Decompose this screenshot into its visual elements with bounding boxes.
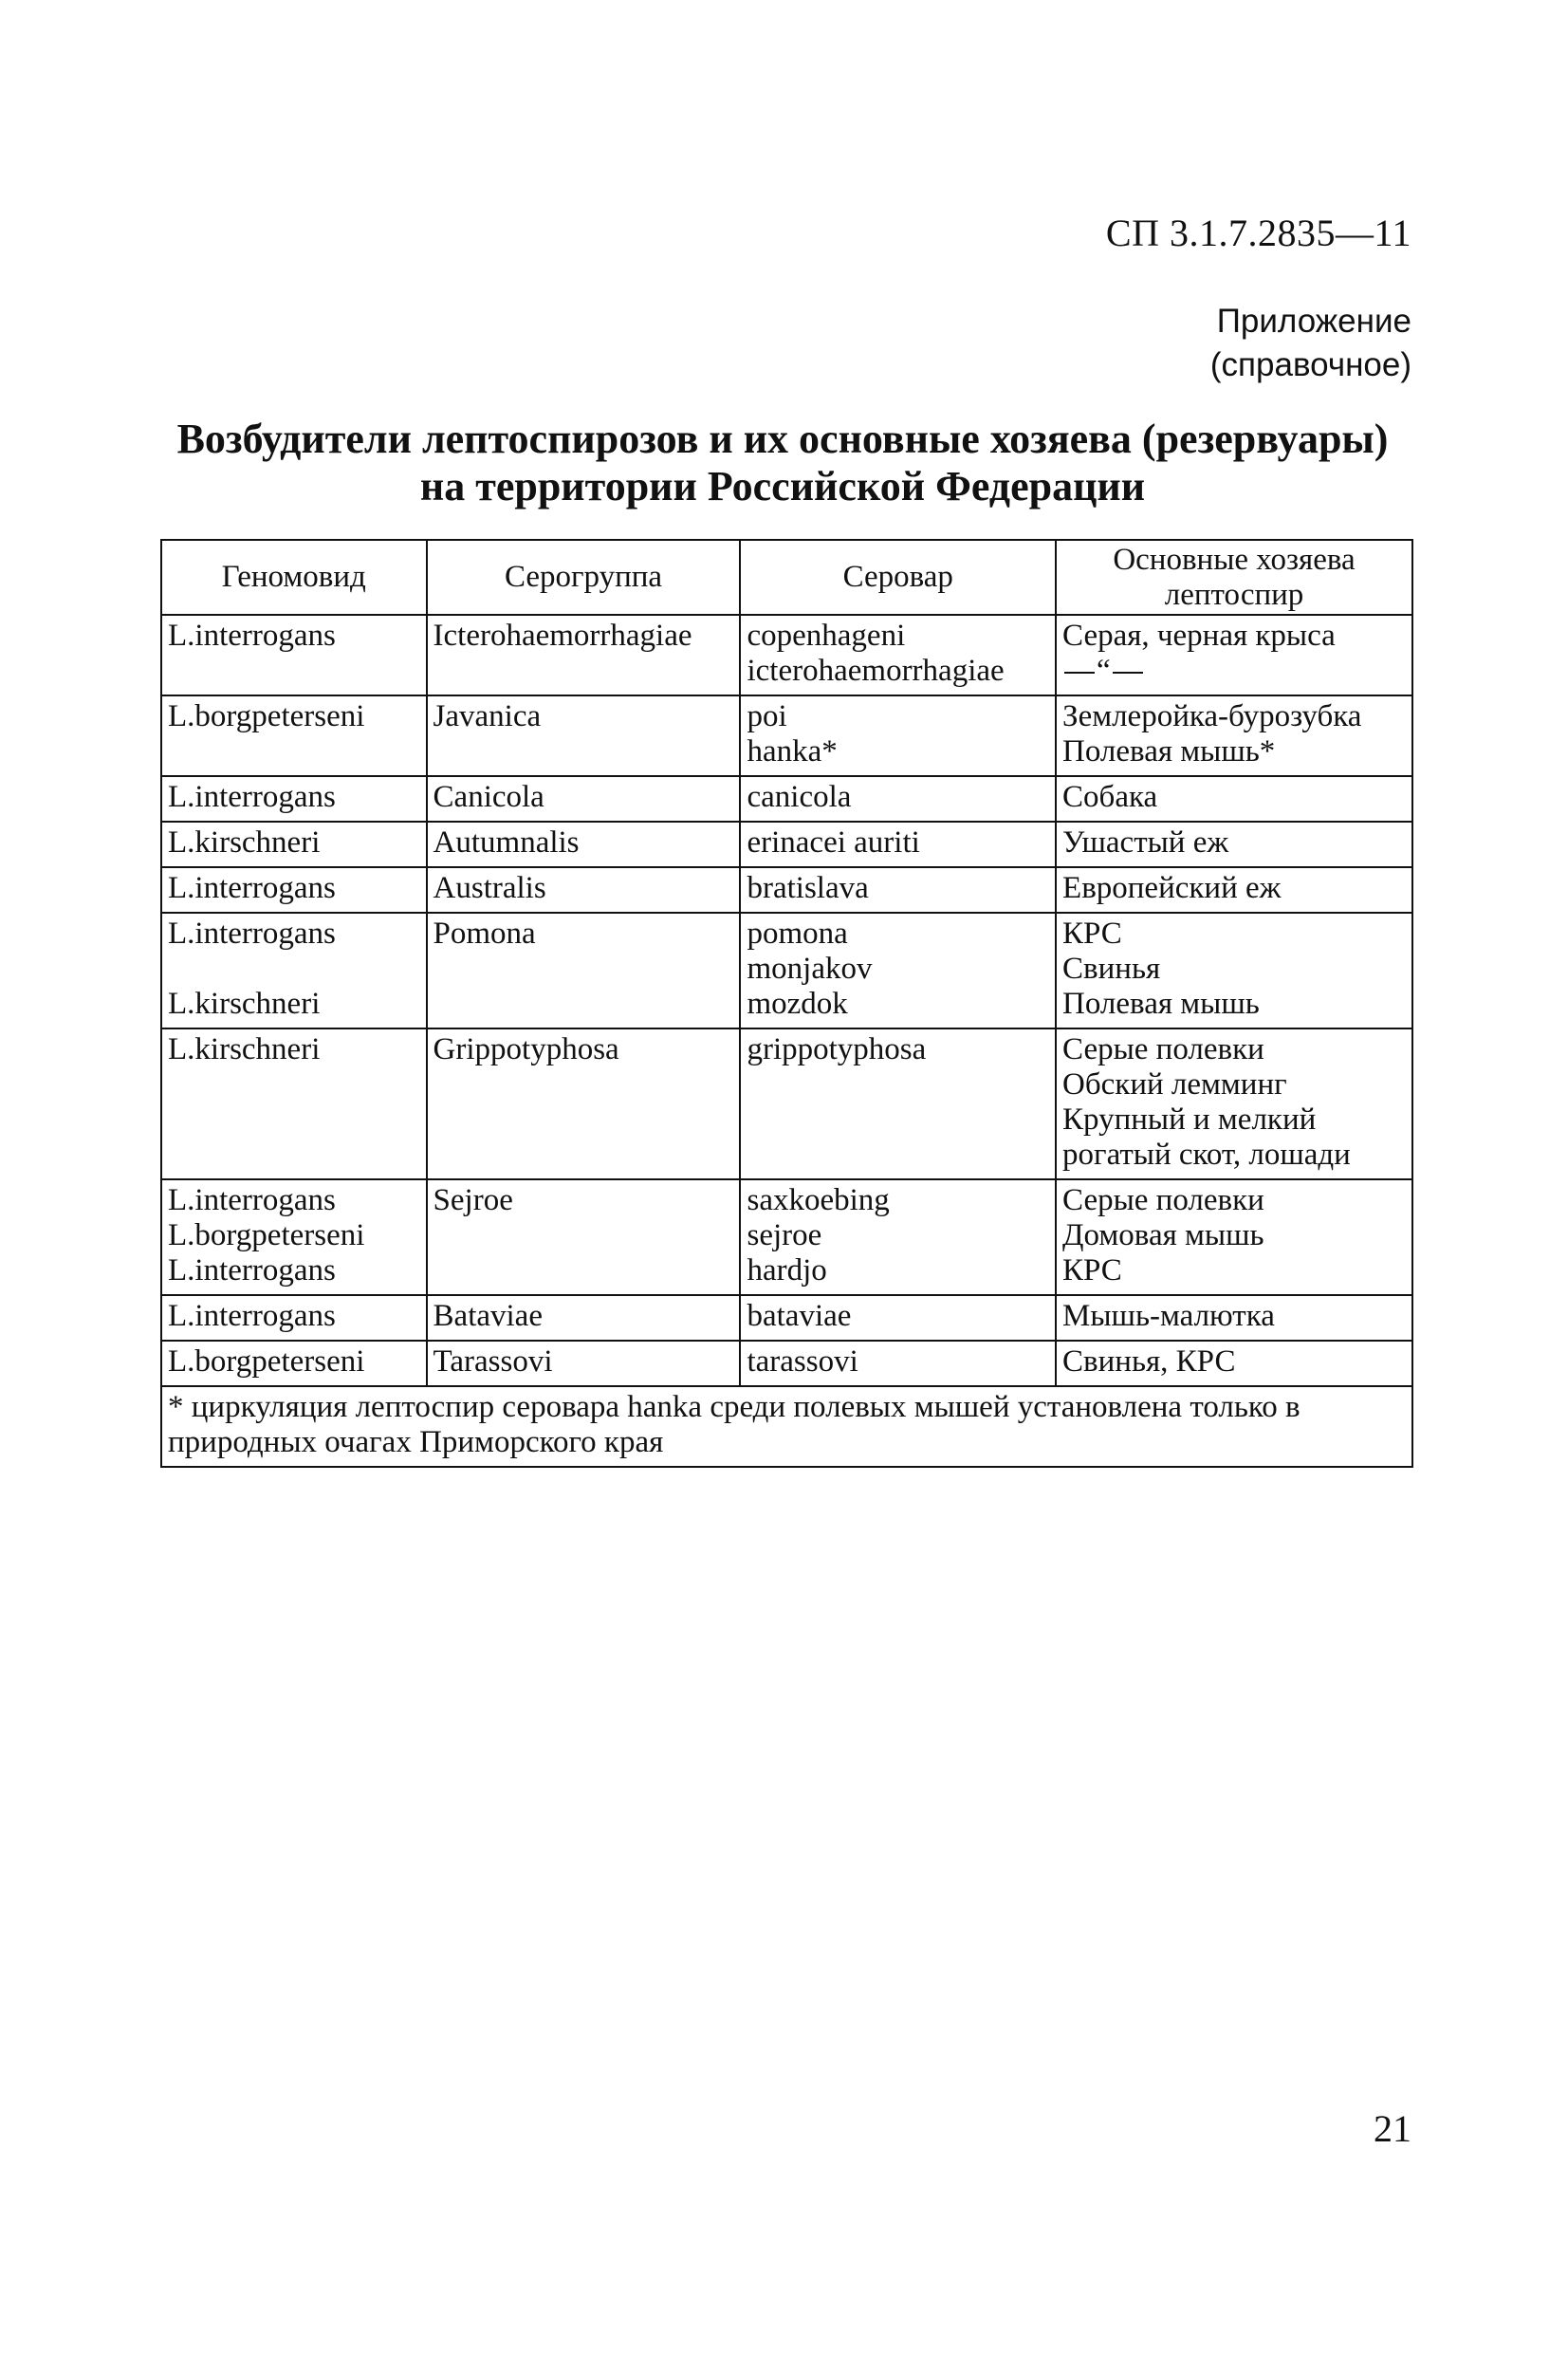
column-header-hosts-line2: лептоспир <box>1164 577 1304 612</box>
table-row <box>161 1179 1412 1295</box>
cell-serovar-line: hanka* <box>747 734 838 769</box>
cell-genomospecies-line: L.interrogans <box>168 619 336 653</box>
cell-hosts-line: Свинья <box>1062 952 1161 986</box>
appendix-label-line2: (справочное) <box>1209 346 1411 383</box>
table-row <box>161 822 1412 867</box>
cell-genomospecies <box>161 776 427 822</box>
page-number: 21 <box>1374 2107 1411 2150</box>
cell-serogroup <box>427 1295 741 1341</box>
cell-serogroup <box>427 1341 741 1386</box>
column-header-serogroup: Серогруппа <box>427 540 741 615</box>
cell-serovar <box>740 776 1056 822</box>
cell-hosts <box>1056 1179 1412 1295</box>
ditto-mark-symbol: “ <box>1062 654 1145 689</box>
table-footnote: * циркуляция лептоспир серовара hanka среди полевых мышей установлена только в природных очагах Приморского края <box>161 1386 1412 1467</box>
cell-hosts <box>1056 695 1412 776</box>
ditto-mark <box>1062 654 1408 689</box>
column-header-hosts-line1: Основные хозяева <box>1113 542 1356 577</box>
cell-genomospecies-line: L.borgpetersenі <box>168 1344 365 1379</box>
cell-serovar-line: bataviae <box>747 1299 852 1333</box>
cell-genomospecies-line <box>168 952 422 987</box>
cell-genomospecies-line: L.interrogans <box>168 780 336 814</box>
appendix-label-line1: Приложение <box>1216 303 1411 340</box>
footnote-row <box>161 1386 1412 1467</box>
cell-serovar <box>740 867 1056 913</box>
cell-hosts-line: Серые полевки <box>1062 1032 1264 1066</box>
cell-hosts <box>1056 1028 1412 1179</box>
cell-genomospecies-line: L.interrogans <box>168 1299 336 1333</box>
cell-serovar-line: sejroe <box>747 1218 822 1252</box>
cell-hosts <box>1056 615 1412 695</box>
cell-hosts-line: Серые полевки <box>1062 1183 1264 1217</box>
cell-genomospecies-line: L.borgpetersenі <box>168 1218 365 1252</box>
cell-serovar-line: pomona <box>747 917 848 951</box>
cell-hosts-line: Собака <box>1062 780 1158 814</box>
cell-hosts-line: КРС <box>1062 1253 1122 1288</box>
table-row <box>161 1341 1412 1386</box>
cell-serogroup-line: Pomona <box>433 917 536 951</box>
cell-serogroup-line: Tarassovi <box>433 1344 553 1379</box>
cell-serogroup-line: Grippotyphosa <box>433 1032 619 1066</box>
cell-hosts <box>1056 913 1412 1028</box>
cell-serogroup <box>427 1028 741 1179</box>
cell-genomospecies-line: L.interrogans <box>168 1183 336 1217</box>
cell-serogroup <box>427 695 741 776</box>
column-header-hosts <box>1056 540 1412 615</box>
cell-genomospecies-line: L.borgpetersenі <box>168 699 365 733</box>
cell-serogroup <box>427 867 741 913</box>
cell-serovar <box>740 913 1056 1028</box>
pathogens-hosts-table <box>160 539 1413 1468</box>
cell-serovar-line: monjakov <box>747 952 873 986</box>
cell-genomospecies-line: L.interrogans <box>168 1253 336 1288</box>
cell-hosts <box>1056 1341 1412 1386</box>
cell-serovar <box>740 1295 1056 1341</box>
cell-serogroup <box>427 822 741 867</box>
cell-hosts-line: Ушастый еж <box>1062 825 1229 860</box>
table-row <box>161 1028 1412 1179</box>
cell-serovar-line: mozdok <box>747 987 848 1021</box>
cell-genomospecies-line: L.kirschneri <box>168 825 321 860</box>
page-title <box>152 416 1413 510</box>
cell-hosts-line: Обский лемминг <box>1062 1067 1287 1102</box>
cell-serovar-line: bratislava <box>747 871 869 905</box>
cell-hosts-line: Мышь-малютка <box>1062 1299 1275 1333</box>
cell-serovar-line: copenhageni <box>747 619 906 653</box>
cell-hosts <box>1056 822 1412 867</box>
cell-hosts-line: Серая, черная крыса <box>1062 619 1336 653</box>
column-header-serovar: Серовар <box>740 540 1056 615</box>
cell-hosts <box>1056 867 1412 913</box>
table-row <box>161 695 1412 776</box>
table-row <box>161 776 1412 822</box>
table-row <box>161 867 1412 913</box>
cell-serovar <box>740 1179 1056 1295</box>
cell-genomospecies <box>161 695 427 776</box>
cell-serogroup-line: Canicola <box>433 780 544 814</box>
cell-hosts-line: Полевая мышь <box>1062 987 1260 1021</box>
cell-hosts-line: Полевая мышь* <box>1062 734 1276 769</box>
cell-genomospecies <box>161 913 427 1028</box>
cell-hosts <box>1056 1295 1412 1341</box>
cell-serogroup-line: Autumnalis <box>433 825 580 860</box>
cell-serovar-line: poi <box>747 699 787 733</box>
cell-genomospecies-line: L.kirschneri <box>168 1032 321 1066</box>
cell-serovar-line: erinacei auriti <box>747 825 920 860</box>
table-row <box>161 1295 1412 1341</box>
cell-serogroup <box>427 1179 741 1295</box>
cell-serogroup-line: Bataviae <box>433 1299 543 1333</box>
cell-serovar <box>740 695 1056 776</box>
cell-serovar-line: grippotyphosa <box>747 1032 927 1066</box>
cell-hosts-line: Свинья, КРС <box>1062 1344 1236 1379</box>
cell-genomospecies <box>161 615 427 695</box>
cell-genomospecies-line: L.interrogans <box>168 917 336 951</box>
cell-serovar <box>740 822 1056 867</box>
cell-serovar <box>740 615 1056 695</box>
cell-serovar-line: saxkoebing <box>747 1183 890 1217</box>
cell-serovar <box>740 1028 1056 1179</box>
page-title-line1: Возбудители лептоспирозов и их основные хозяева (резервуары) <box>176 416 1389 462</box>
cell-genomospecies-line: L.kirschneri <box>168 987 321 1021</box>
cell-genomospecies <box>161 1179 427 1295</box>
appendix-label <box>1210 300 1411 387</box>
cell-genomospecies <box>161 822 427 867</box>
cell-hosts-line: рогатый скот, лошади <box>1062 1138 1351 1172</box>
cell-serovar-line: icterohaemorrhagiae <box>747 654 1005 688</box>
cell-serovar <box>740 1341 1056 1386</box>
table-row <box>161 615 1412 695</box>
cell-serovar-line: hardjo <box>747 1253 827 1288</box>
cell-genomospecies <box>161 867 427 913</box>
cell-hosts-line: Землеройка-бурозубка <box>1062 699 1362 733</box>
cell-hosts-line: КРС <box>1062 917 1122 951</box>
cell-genomospecies <box>161 1295 427 1341</box>
cell-serovar-line: tarassovi <box>747 1344 858 1379</box>
cell-genomospecies <box>161 1341 427 1386</box>
cell-genomospecies-line: L.interrogans <box>168 871 336 905</box>
cell-hosts-line: Европейский еж <box>1062 871 1282 905</box>
cell-serogroup-line: Javanica <box>433 699 542 733</box>
cell-genomospecies <box>161 1028 427 1179</box>
cell-hosts-line: Домовая мышь <box>1062 1218 1264 1252</box>
table-body <box>161 615 1412 1386</box>
cell-serogroup <box>427 913 741 1028</box>
cell-hosts-line: Крупный и мелкий <box>1062 1102 1317 1137</box>
cell-serogroup <box>427 615 741 695</box>
cell-serogroup <box>427 776 741 822</box>
cell-serovar-line: canicola <box>747 780 852 814</box>
cell-hosts <box>1056 776 1412 822</box>
cell-serogroup-line: Sejroe <box>433 1183 513 1217</box>
page-title-line2: на территории Российской Федерации <box>419 463 1146 510</box>
document-code: СП 3.1.7.2835—11 <box>1105 212 1411 254</box>
cell-serogroup-line: Australis <box>433 871 546 905</box>
table-row <box>161 913 1412 1028</box>
column-header-genomospecies: Геномовид <box>161 540 427 615</box>
table-header-row <box>161 540 1412 615</box>
cell-serogroup-line: Icterohaemorrhagiae <box>433 619 692 653</box>
